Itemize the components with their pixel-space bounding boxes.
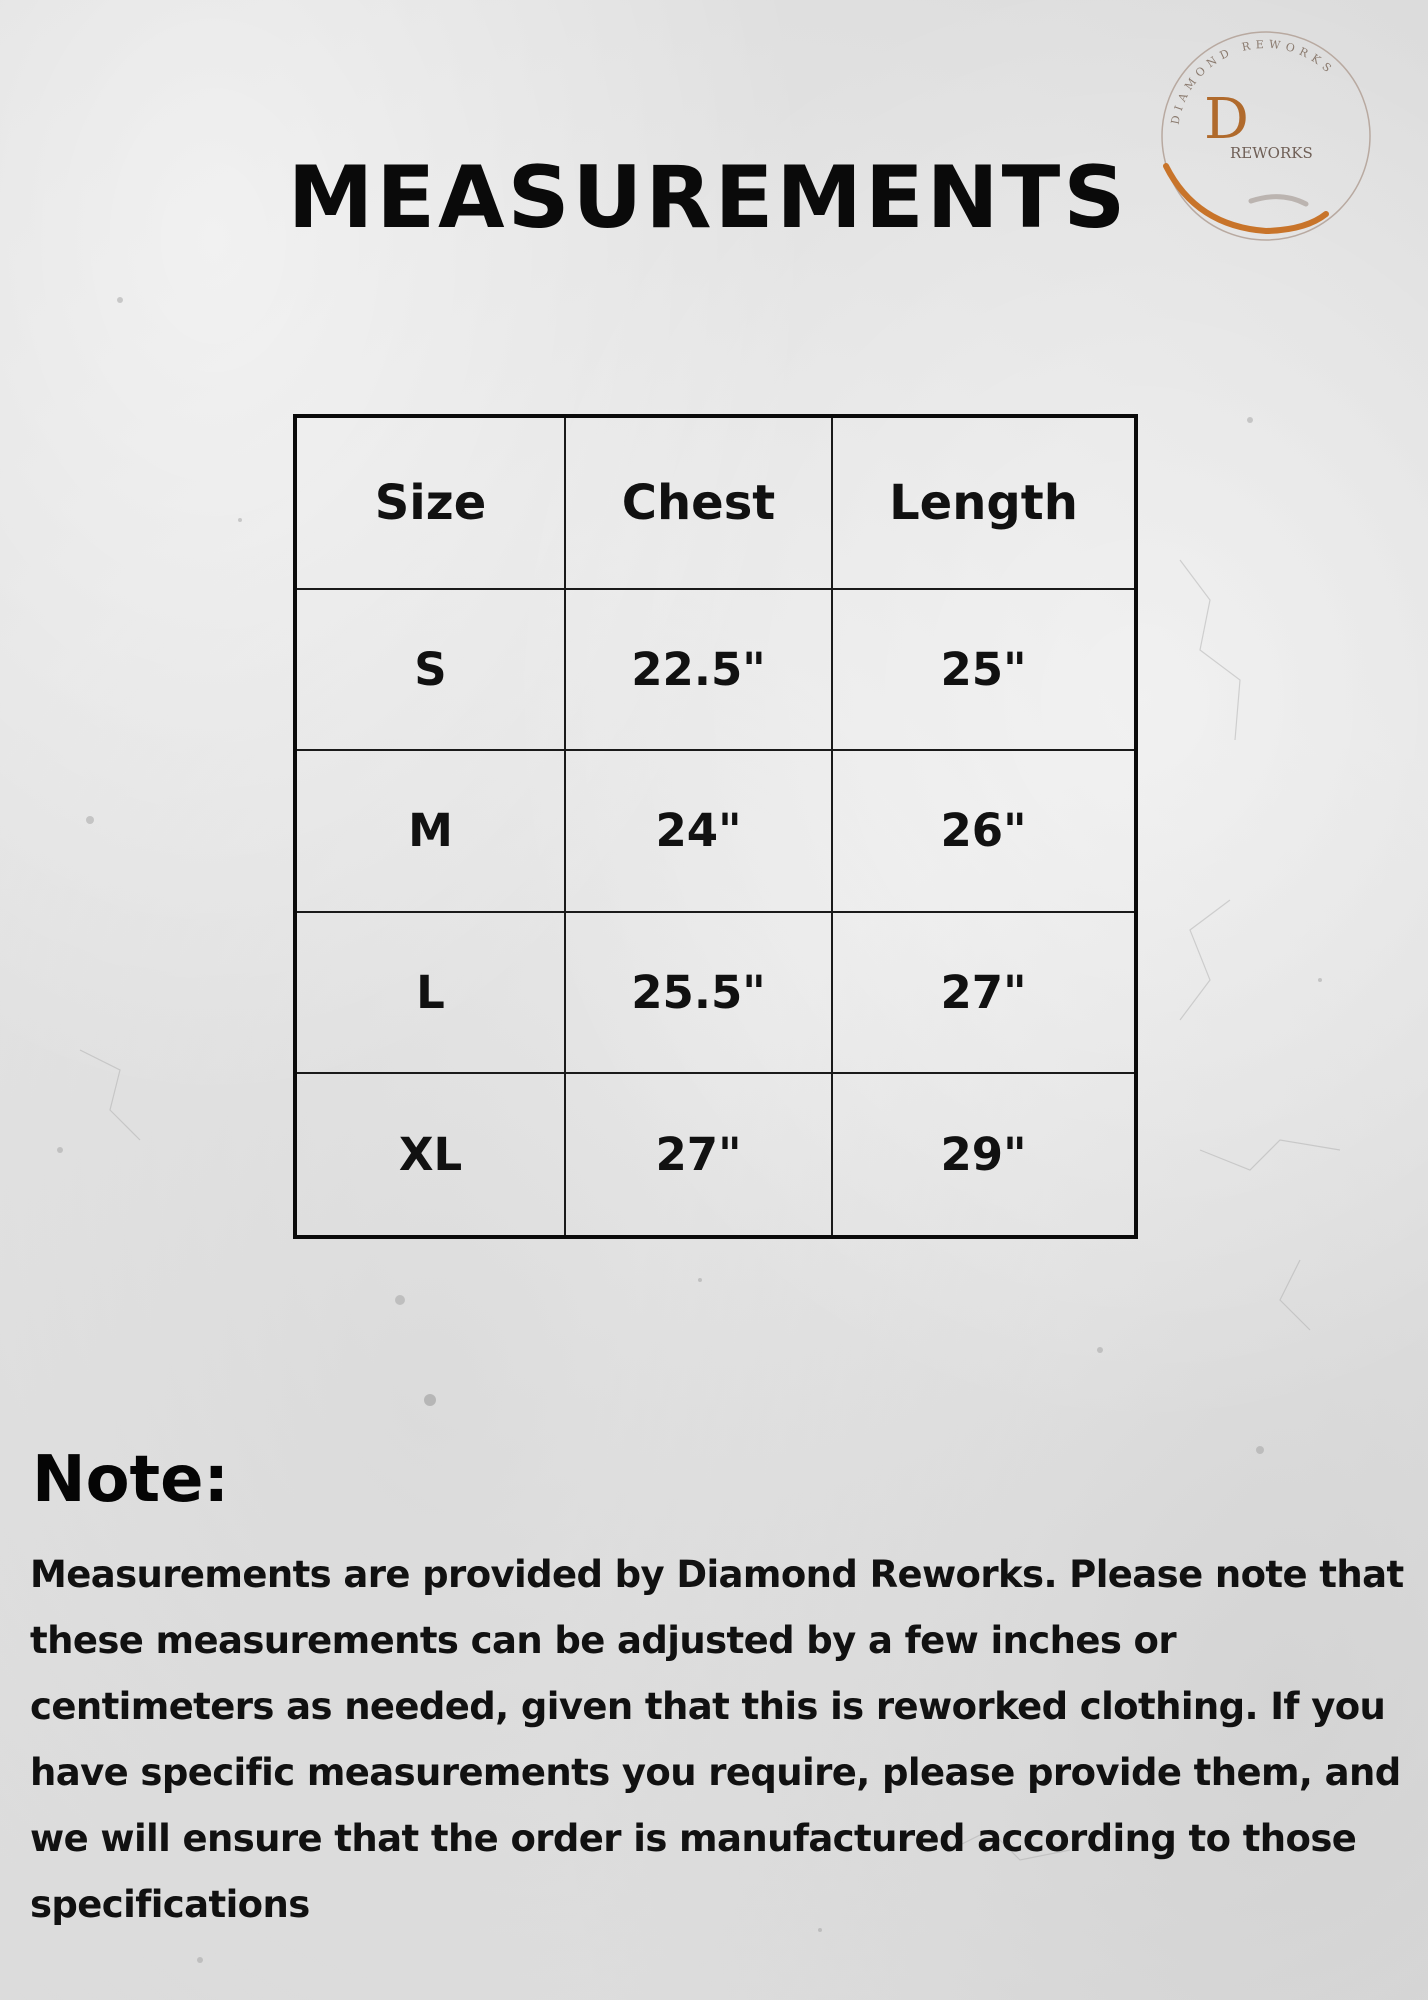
logo-swoosh: [1166, 166, 1326, 231]
cell-chest: 27": [565, 1073, 832, 1237]
logo-ring-text: DIAMOND REWORKS: [1168, 37, 1338, 126]
logo-initial: D: [1204, 87, 1249, 152]
cell-chest: 25.5": [565, 912, 832, 1073]
cell-chest: 22.5": [565, 589, 832, 750]
cell-size: M: [295, 750, 565, 911]
table-row: [295, 750, 1136, 911]
header-chest: Chest: [565, 416, 832, 589]
note-heading: Note:: [32, 1443, 230, 1517]
cell-length: 26": [832, 750, 1136, 911]
header-length: Length: [832, 416, 1136, 589]
header-size: Size: [295, 416, 565, 589]
brand-logo: [1156, 26, 1376, 246]
cell-chest: 24": [565, 750, 832, 911]
cell-length: 29": [832, 1073, 1136, 1237]
table-header-row: [295, 416, 1136, 589]
page-title: MEASUREMENTS: [287, 148, 1129, 248]
note-body: Measurements are provided by Diamond Reworks. Please note that these measurements can be adjusted by a few inches or centimeters as needed, given that this is reworked clothing. If you have specific measurements you require, please provide them, and we will ensure that the order is manufactured according to those specifications: [30, 1553, 1404, 1926]
cell-length: 27": [832, 912, 1136, 1073]
cell-size: S: [295, 589, 565, 750]
table-row: [295, 1073, 1136, 1237]
cell-size: XL: [295, 1073, 565, 1237]
size-chart-table: [293, 414, 1138, 1239]
logo-ring: [1162, 32, 1370, 240]
cell-length: 25": [832, 589, 1136, 750]
logo-wordmark: REWORKS: [1230, 144, 1313, 162]
cell-size: L: [295, 912, 565, 1073]
table-row: [295, 589, 1136, 750]
table-row: [295, 912, 1136, 1073]
